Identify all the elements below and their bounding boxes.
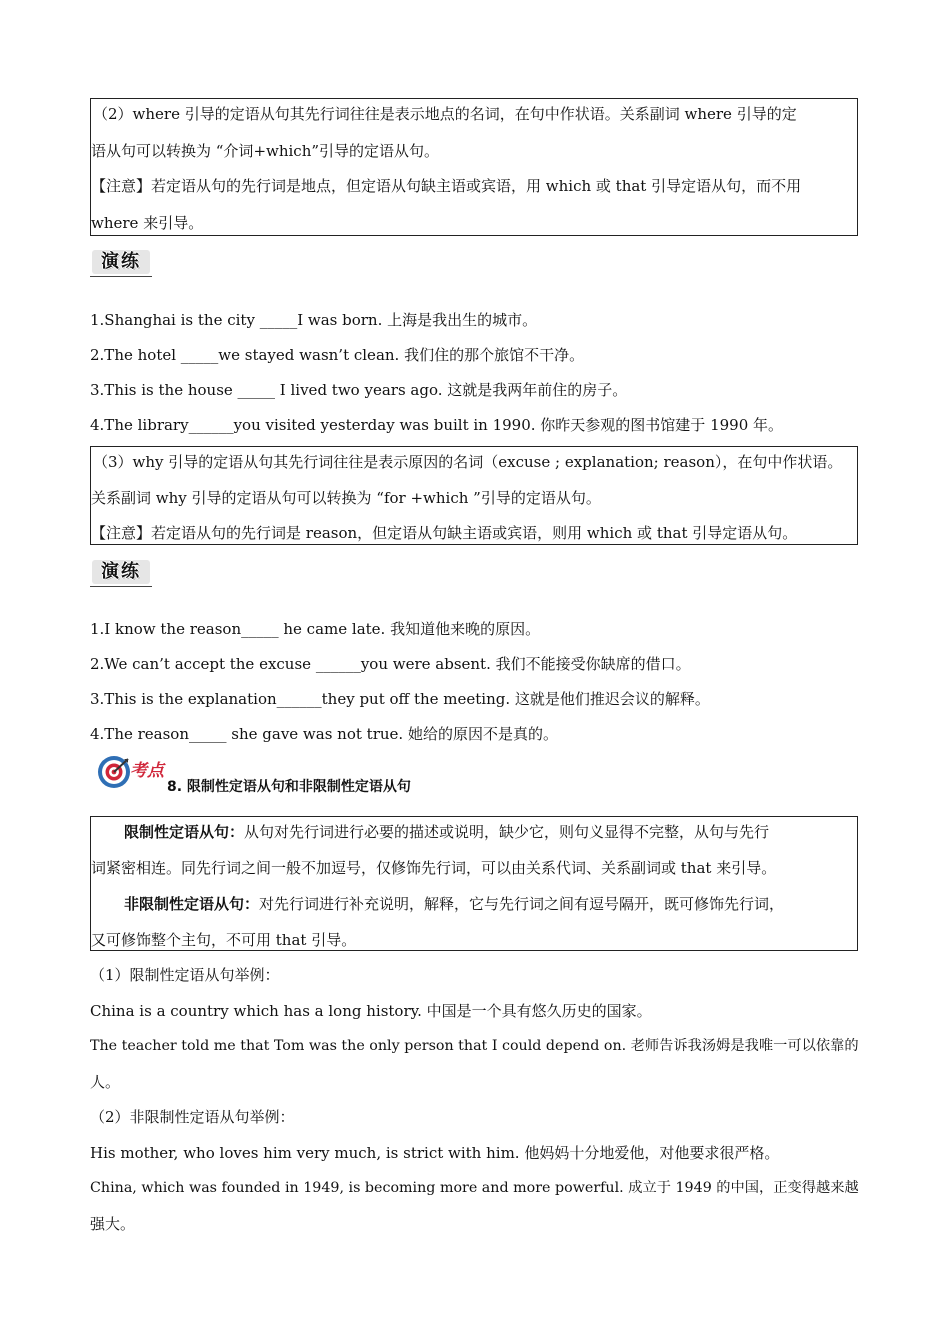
- exercise-item: 1.I know the reason_____ he came late. 我知道他来晚的原因。: [90, 620, 541, 638]
- kaodian-heading: [96, 752, 456, 795]
- example-sentence: 人。: [90, 1073, 121, 1091]
- exercise-item: 3.This is the explanation______they put off the meeting. 这就是他们推迟会议的解释。: [90, 690, 710, 708]
- box-line: where 来引导。: [91, 214, 204, 232]
- box-line: 【注意】若定语从句的先行词是 reason，但定语从句缺主语或宾语，则用 which 或 that 引导定语从句。: [91, 524, 798, 542]
- term-restrictive: 限制性定语从句：: [124, 823, 245, 841]
- box-line: 语从句可以转换为 “介词+which”引导的定语从句。: [91, 142, 440, 160]
- example-sentence: 强大。: [90, 1215, 136, 1233]
- example-sentence: China is a country which has a long history. 中国是一个具有悠久历史的国家。: [90, 1002, 652, 1020]
- note-box-why: [90, 446, 858, 545]
- exercise-item: 3.This is the house _____ I lived two years ago. 这就是我两年前住的房子。: [90, 381, 628, 399]
- practice-badge: [90, 558, 152, 587]
- practice-badge-label: 演练: [92, 560, 150, 584]
- term-nonrestrictive: 非限制性定语从句：: [124, 895, 260, 913]
- example-sentence: His mother, who loves him very much, is strict with him. 他妈妈十分地爱他，对他要求很严格。: [90, 1144, 780, 1162]
- exercise-item: 2.We can’t accept the excuse ______you were absent. 我们不能接受你缺席的借口。: [90, 655, 691, 673]
- example-heading: （1）限制性定语从句举例：: [90, 966, 280, 984]
- exercise-item: 4.The reason_____ she gave was not true. 她给的原因不是真的。: [90, 725, 558, 743]
- definition-line: [91, 822, 769, 842]
- practice-badge-label: 演练: [92, 250, 150, 274]
- target-icon: [96, 754, 132, 790]
- definition-line: 词紧密相连。同先行词之间一般不加逗号，仅修饰先行词，可以由关系代词、关系副词或 that 来引导。: [91, 859, 777, 877]
- exercise-item: 4.The library______you visited yesterday was built in 1990. 你昨天参观的图书馆建于 1990 年。: [90, 416, 784, 434]
- example-heading: （2）非限制性定语从句举例：: [90, 1108, 295, 1126]
- box-line: 关系副词 why 引导的定语从句可以转换为 “for +which ”引导的定语从句。: [91, 489, 601, 507]
- definition-text: 对先行词进行补充说明，解释，它与先行词之间有逗号隔开，既可修饰先行词，: [259, 895, 785, 913]
- box-line: （2）where 引导的定语从句其先行词往往是表示地点的名词，在句中作状语。关系副词 where 引导的定: [93, 105, 797, 123]
- example-sentence: China, which was founded in 1949, is becoming more and more powerful. 成立于 1949 的中国，正变得越来越: [90, 1180, 859, 1196]
- section-title: 8. 限制性定语从句和非限制性定语从句: [167, 779, 411, 795]
- definition-text: 从句对先行词进行必要的描述或说明，缺少它，则句义显得不完整，从句与先行: [244, 823, 770, 841]
- practice-badge: [90, 248, 152, 277]
- box-line: 【注意】若定语从句的先行词是地点，但定语从句缺主语或宾语，用 which 或 that 引导定语从句，而不用: [91, 177, 802, 195]
- definition-line: 又可修饰整个主句，不可用 that 引导。: [91, 931, 357, 949]
- definition-line: [91, 894, 784, 914]
- box-line: （3）why 引导的定语从句其先行词往往是表示原因的名词（excuse ; explanation; reason），在句中作状语。: [93, 453, 843, 471]
- exercise-item: 1.Shanghai is the city _____I was born. 上海是我出生的城市。: [90, 311, 538, 329]
- definition-box: [90, 816, 858, 951]
- exercise-item: 2.The hotel _____we stayed wasn’t clean. 我们住的那个旅馆不干净。: [90, 346, 585, 364]
- kaodian-icon-label: 考点: [130, 761, 164, 781]
- example-sentence: The teacher told me that Tom was the only person that I could depend on. 老师告诉我汤姆是我唯一可以依靠的: [90, 1038, 859, 1054]
- note-box-where: [90, 98, 858, 236]
